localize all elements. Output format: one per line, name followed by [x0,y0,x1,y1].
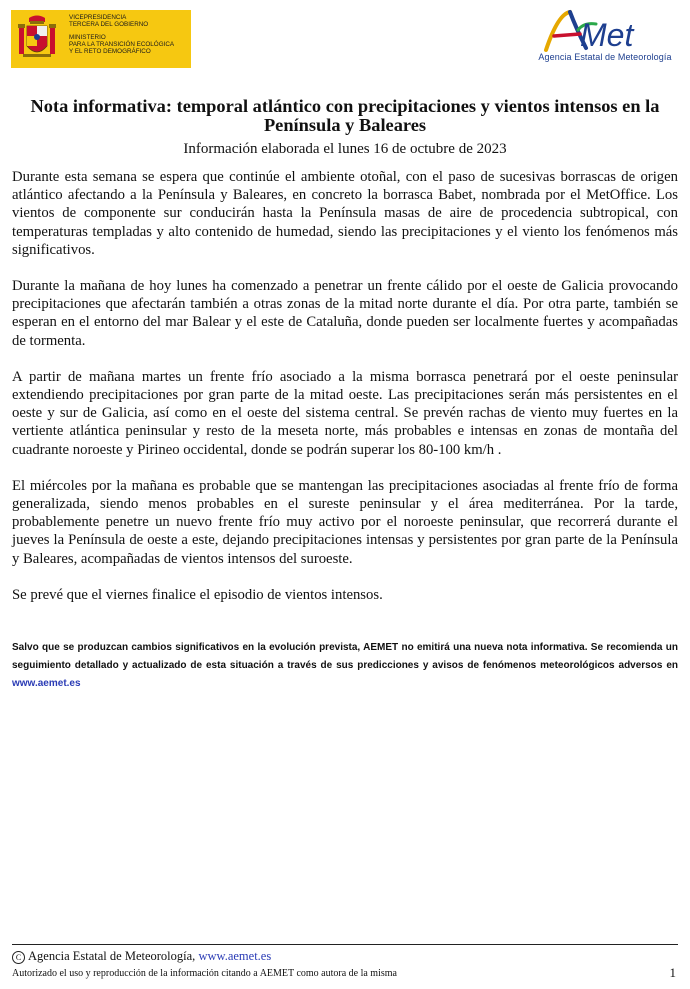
gov-line: VICEPRESIDENCIA [69,14,127,21]
aemet-logo-graphic [540,8,670,54]
footer-divider [12,944,678,945]
footer-authorization: Autorizado el uso y reproducción de la información citando a AEMET como autora de la misma [12,968,397,979]
page-number: 1 [669,965,676,980]
document-body [12,168,678,622]
copyright-icon: C [12,951,25,964]
notice [12,639,678,693]
government-text [63,10,191,68]
page-title: Nota informativa: temporal atlántico con precipitaciones y vientos intensos en la Península y Baleares [30,96,660,135]
page-subtitle: Información elaborada el lunes 16 de octubre de 2023 [183,141,507,157]
aemet-logo [535,8,675,72]
svg-text:Met: Met [580,17,634,53]
footer-website-link[interactable]: www.aemet.es [198,949,272,963]
paragraph: Durante la mañana de hoy lunes ha comenzado a penetrar un frente cálido por el oeste de Galicia provocando precipitaciones que afectarán también a otras zonas de la mitad norte durante el día. Por otra parte, también se esperan en el entorno del mar Balear y el este de Cataluña, donde pueden ser localmente fuertes y acompañadas de tormenta. [12,278,678,349]
notice-text: Salvo que se produzcan cambios significativos en la evolución prevista, AEMET no emitirá una nueva nota informativa. Se recomienda un seguimiento detallado y actualizado de esta situación a través de sus predicciones y avisos de fenómenos meteorológicos adversos en [12,642,678,671]
copyright-text: Agencia Estatal de Meteorología, [28,949,199,963]
paragraph: A partir de mañana martes un frente frío asociado a la misma borrasca penetrará por el oeste peninsular extendiendo precipitaciones por gran parte de la mitad oeste. Las precipitaciones serán más persistentes en el oeste y sur de Galicia, así como en el oeste del sistema central. Se prevén rachas de viento muy fuertes en la vertiente atlántica peninsular y resto de la meseta norte, más probables e intensas en zonas de montaña del cuadrante noroeste y Pirineo occidental, donde se podrán superar los 80-100 km/h . [12,368,678,458]
gov-line: MINISTERIO [69,33,106,41]
gov-line: PARA LA TRANSICIÓN ECOLÓGICA [69,40,175,48]
government-banner [11,10,191,68]
gov-line: TERCERA DEL GOBIERNO [69,21,149,29]
paragraph: Durante esta semana se espera que continúe el ambiente otoñal, con el paso de sucesivas borrascas de origen atlántico afectando a la Península y Baleares, en concreto la borrasca Babet, nombrada por el MetOffice. Los vientos de componente sur conducirán hasta la Península masas de aire de procedencia subtropical, con temperaturas templadas y alto contenido de humedad, siendo las precipitaciones y el viento los fenómenos más significativos. [12,169,678,258]
paragraph: El miércoles por la mañana es probable que se mantengan las precipitaciones asociadas al frente frío de forma generalizada, siendo menos probables en el sureste peninsular y el área mediterránea. Por la tarde, probablemente penetre un nuevo frente frío muy activo por el noroeste peninsular, que recorrerá durante el jueves la Península de oeste a este, dejando precipitaciones intensas y persistentes por gran parte de la Península y Baleares, acompañadas de vientos intensos del suroeste. [12,477,678,567]
footer-copyright [12,949,271,964]
aemet-subtitle: Agencia Estatal de Meteorología [538,52,672,62]
spain-coat-of-arms-icon [11,10,63,68]
paragraph: Se prevé que el viernes finalice el episodio de vientos intensos. [12,586,383,603]
gov-line: Y EL RETO DEMOGRÁFICO [69,48,151,56]
aemet-website-link[interactable]: www.aemet.es [12,678,81,689]
